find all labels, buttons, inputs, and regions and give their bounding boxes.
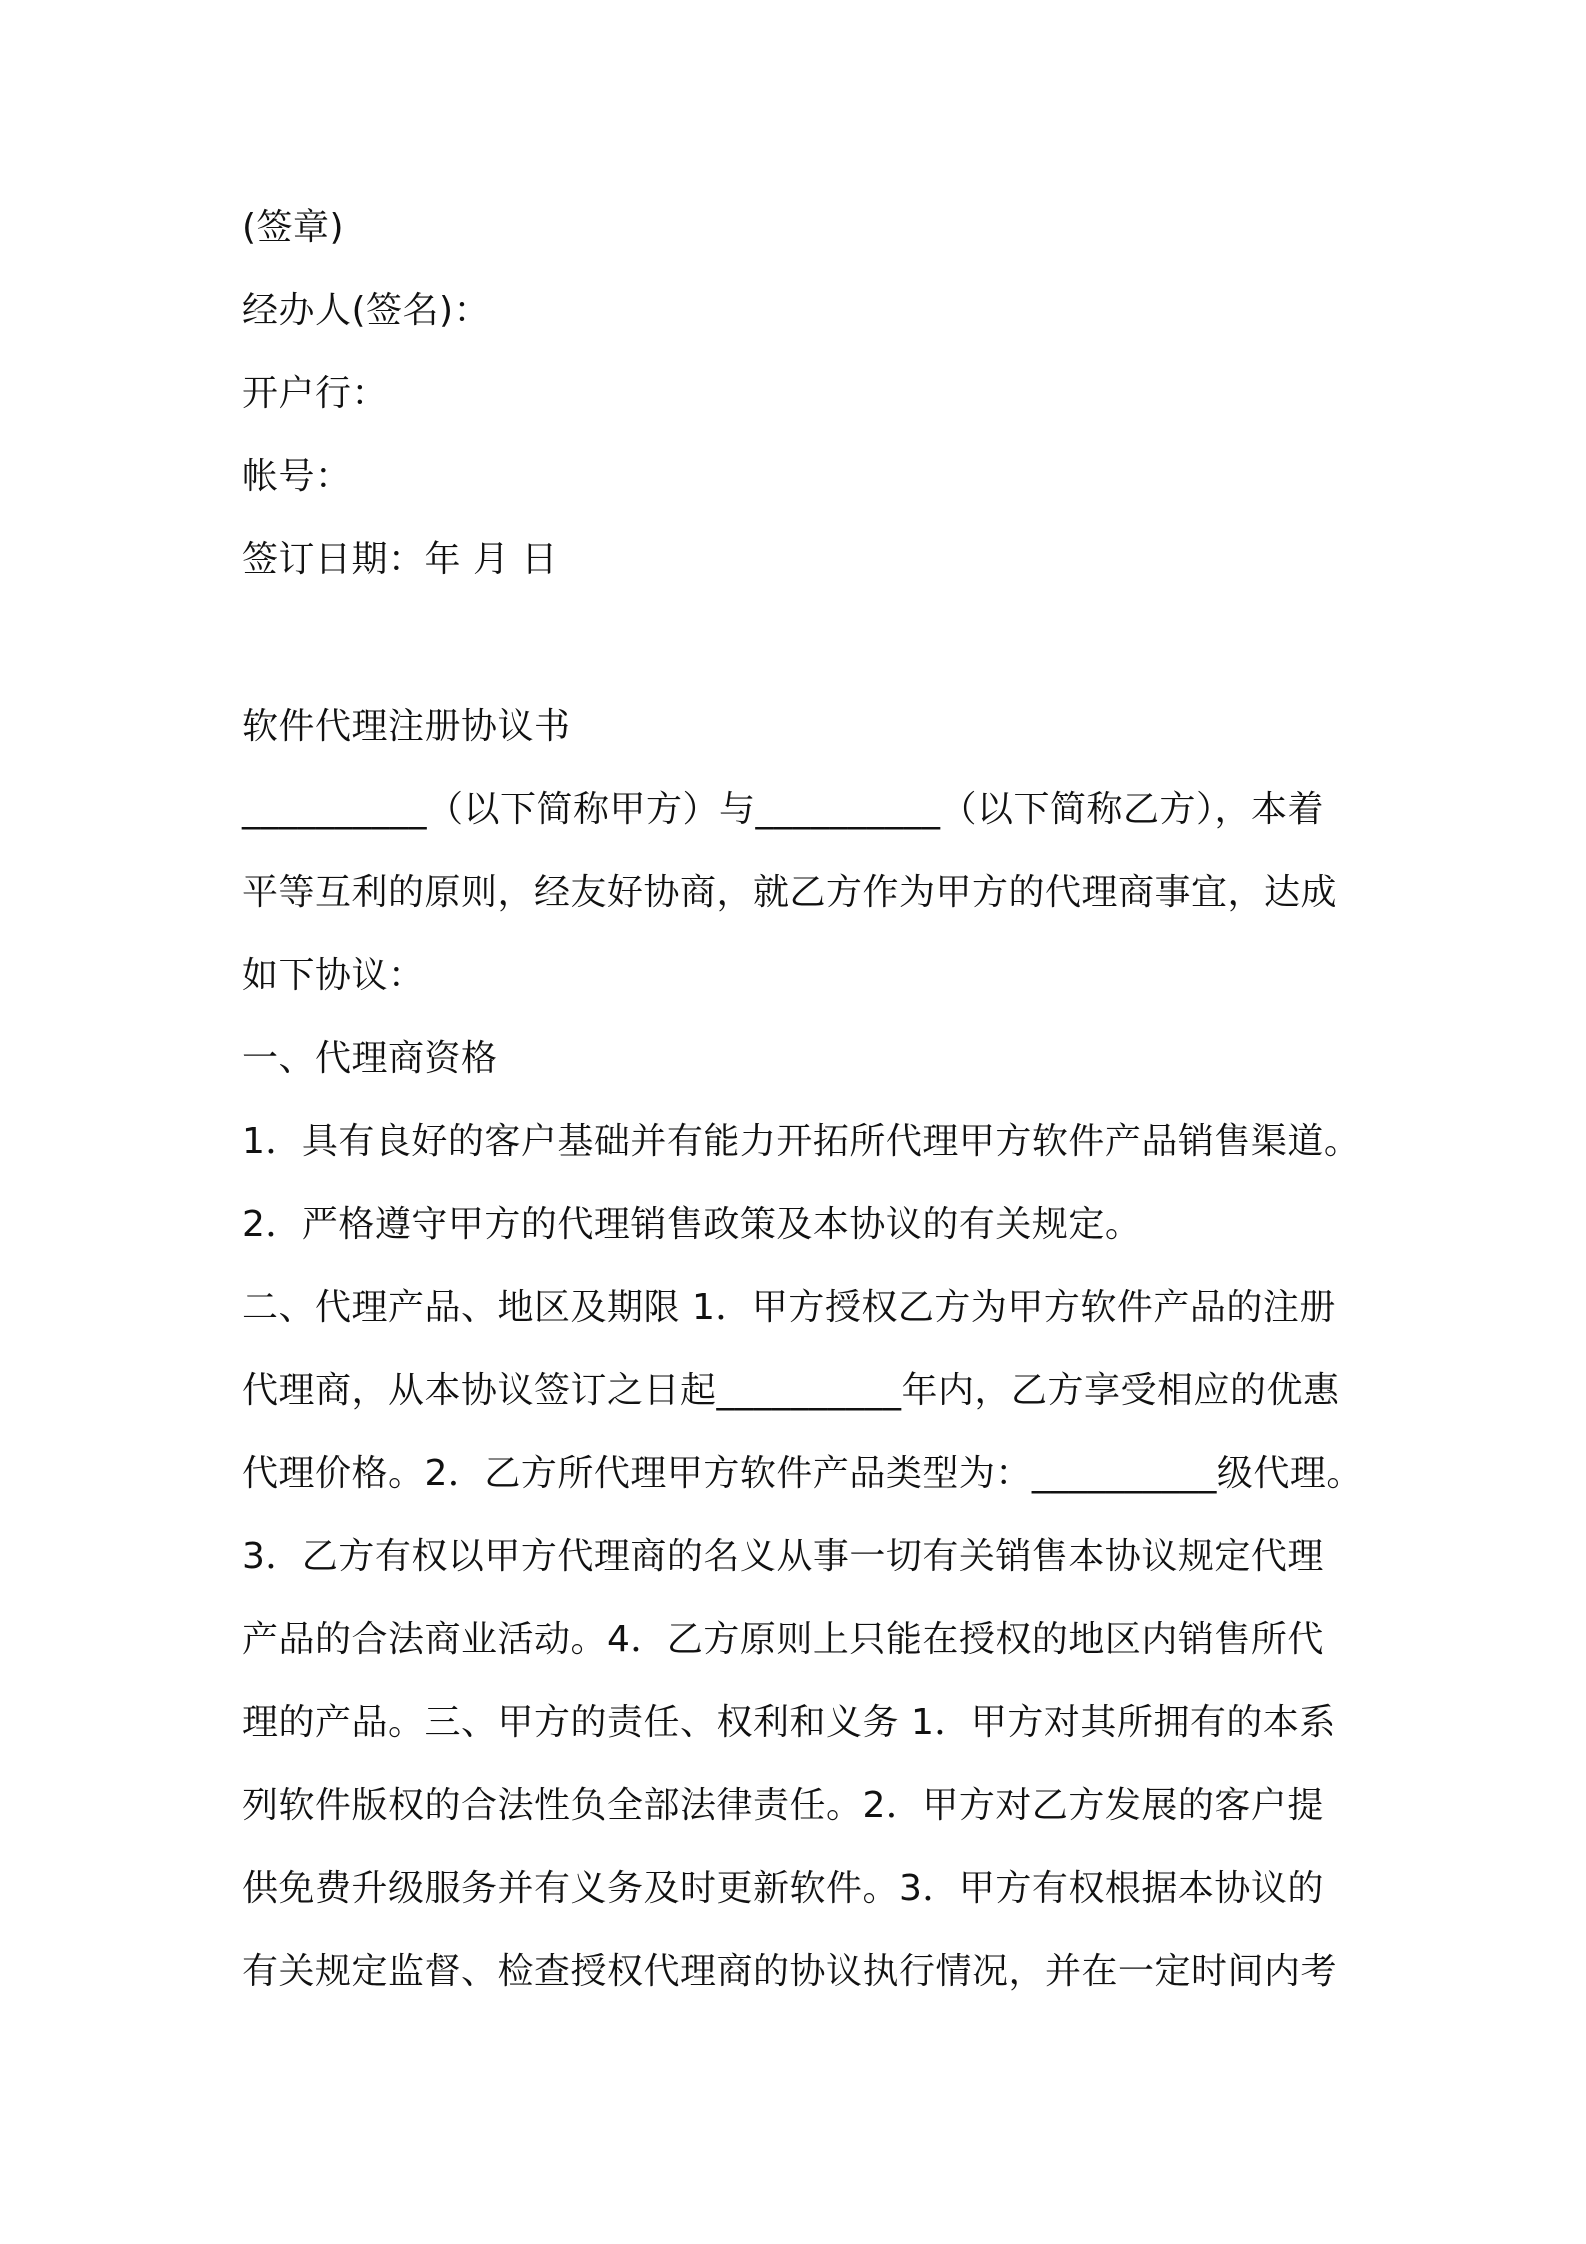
sign-date-line: 签订日期：年 月 日	[242, 539, 558, 580]
body-line-9: 代理价格。2．乙方所代理甲方软件产品类型为：__________级代理。	[242, 1453, 1363, 1494]
bank-line: 开户行：	[242, 373, 389, 414]
body-line-3: 如下协议：	[242, 955, 425, 996]
body-line-8: 代理商，从本协议签订之日起__________年内，乙方享受相应的优惠	[242, 1370, 1340, 1411]
body-line-14: 供免费升级服务并有义务及时更新软件。3．甲方有权根据本协议的	[242, 1868, 1324, 1909]
handler-signature-line: 经办人(签名)：	[242, 290, 491, 331]
section-heading-1: 一、代理商资格	[242, 1038, 498, 1079]
body-line-6: 2．严格遵守甲方的代理销售政策及本协议的有关规定。	[242, 1204, 1142, 1245]
body-line-12: 理的产品。三、甲方的责任、权利和义务 1．甲方对其所拥有的本系	[242, 1702, 1336, 1743]
document-title: 软件代理注册协议书	[242, 706, 571, 747]
body-line-7: 二、代理产品、地区及期限 1．甲方授权乙方为甲方软件产品的注册	[242, 1287, 1336, 1328]
body-line-13: 列软件版权的合法性负全部法律责任。2．甲方对乙方发展的客户提	[242, 1785, 1324, 1826]
body-line-10: 3．乙方有权以甲方代理商的名义从事一切有关销售本协议规定代理	[242, 1536, 1324, 1577]
body-line-15: 有关规定监督、检查授权代理商的协议执行情况，并在一定时间内考	[242, 1951, 1338, 1992]
body-line-5: 1．具有良好的客户基础并有能力开拓所代理甲方软件产品销售渠道。	[242, 1121, 1361, 1162]
body-line-2: 平等互利的原则，经友好协商，就乙方作为甲方的代理商事宜，达成	[242, 872, 1338, 913]
body-line-11: 产品的合法商业活动。4．乙方原则上只能在授权的地区内销售所代	[242, 1619, 1324, 1660]
account-line: 帐号：	[242, 456, 352, 497]
body-line-1: __________（以下简称甲方）与__________（以下简称乙方），本着	[242, 789, 1325, 830]
seal-line: (签章)	[242, 207, 345, 248]
